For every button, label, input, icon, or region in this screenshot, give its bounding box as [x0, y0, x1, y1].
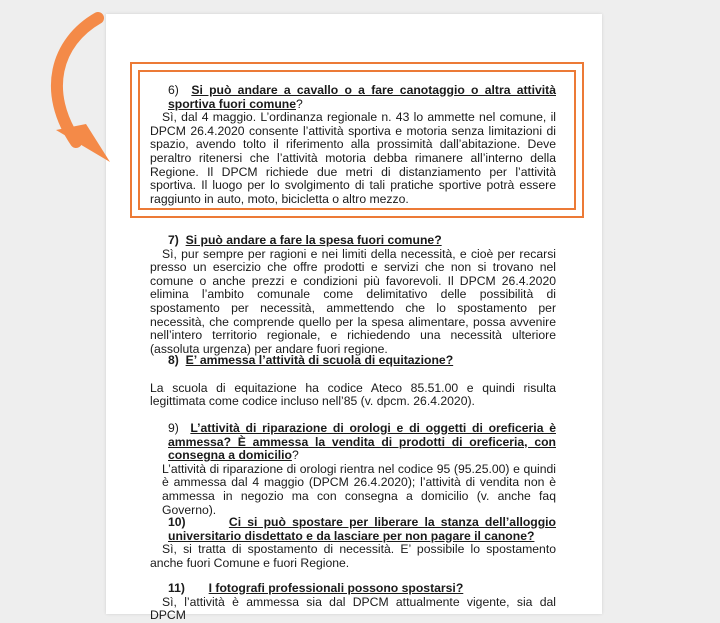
- curved-arrow-icon: [28, 12, 138, 172]
- faq-question: Ci si può spostare per liberare la stanza dell’alloggio universitario disdettato e da lasciare per non pagare il canone?: [168, 515, 557, 543]
- faq-number: 6): [168, 83, 179, 97]
- faq-question: L’attività di riparazione di orologi e di oggetti di oreficeria è ammessa? È ammessa la vendita di prodotti di oreficeria, con consegna a domicilio: [168, 421, 556, 463]
- faq-number: 7): [168, 233, 179, 247]
- faq-item-7: [150, 234, 556, 356]
- faq-item-8: [150, 354, 556, 409]
- faq-number: 11): [168, 581, 185, 595]
- faq-question-mark: ?: [296, 96, 303, 111]
- faq-answer: Sì, l’attività è ammessa sia dal DPCM attualmente vigente, sia dal DPCM: [150, 594, 556, 623]
- faq-answer: Sì, si tratta di spostamento di necessità. E’ possibile lo spostamento anche fuori Comune e fuori Regione.: [150, 542, 556, 570]
- faq-number: 8): [168, 353, 179, 367]
- faq-item-10: [150, 516, 556, 570]
- faq-item-11: [150, 582, 556, 623]
- faq-answer: L’attività di riparazione di orologi rientra nel codice 95 (95.25.00) e quindi è ammessa dal 4 maggio (DPCM 26.4.2020); l’attività di vendita non è ammessa in negozio ma con consegna a domicilio (v. anche faq Governo).: [162, 461, 556, 517]
- faq-question-mark: ?: [291, 448, 299, 463]
- faq-item-6: [150, 84, 556, 206]
- faq-answer: Sì, dal 4 maggio. L’ordinanza regionale n. 43 lo ammette nel comune, il DPCM 26.4.2020 consente l’attività sportiva e motoria senza limitazioni di spazio, avendo tolto il riferimento alla prossimità dall’abitazione. Deve peraltro ritenersi che l’attività motoria debba rimanere all’interno della Regione. Il DPCM richiede due metri di distanziamento per l’attività sportiva. Il luogo per lo svolgimento di tali pratiche sportive potrà essere raggiunto in auto, moto, bicicletta o altro mezzo.: [150, 110, 556, 206]
- faq-question: I fotografi professionali possono spostarsi?: [208, 581, 464, 595]
- faq-question: Si può andare a fare la spesa fuori comune?: [185, 233, 442, 247]
- faq-answer: Sì, pur sempre per ragioni e nei limiti della necessità, e cioè per recarsi presso un esercizio che offre prodotti e servizi che non si trovano nel comune o anche prezzi e condizioni più favorevoli. Il DPCM 26.4.2020 elimina l’ambito comunale come delimitativo delle possibilità di spostamento per necessità, ammettendo che lo spostamento per necessità, che comprende quello per la spesa alimentare, possa avvenire nell’intero territorio regionale, e richiedendo una necessità ulteriore (assoluta urgenza) per andare fuori regione.: [150, 246, 556, 356]
- faq-question: Si può andare a cavallo o a fare canotaggio o altra attività sportiva fuori comune: [168, 83, 556, 111]
- faq-answer: La scuola di equitazione ha codice Ateco 85.51.00 e quindi risulta legittimata come codice incluso nell’85 (v. dpcm. 26.4.2020).: [150, 380, 556, 409]
- faq-number: 10): [168, 515, 186, 529]
- faq-number: 9): [168, 421, 179, 435]
- faq-item-9: [150, 422, 556, 517]
- faq-question: E’ ammessa l’attività di scuola di equitazione?: [185, 353, 454, 367]
